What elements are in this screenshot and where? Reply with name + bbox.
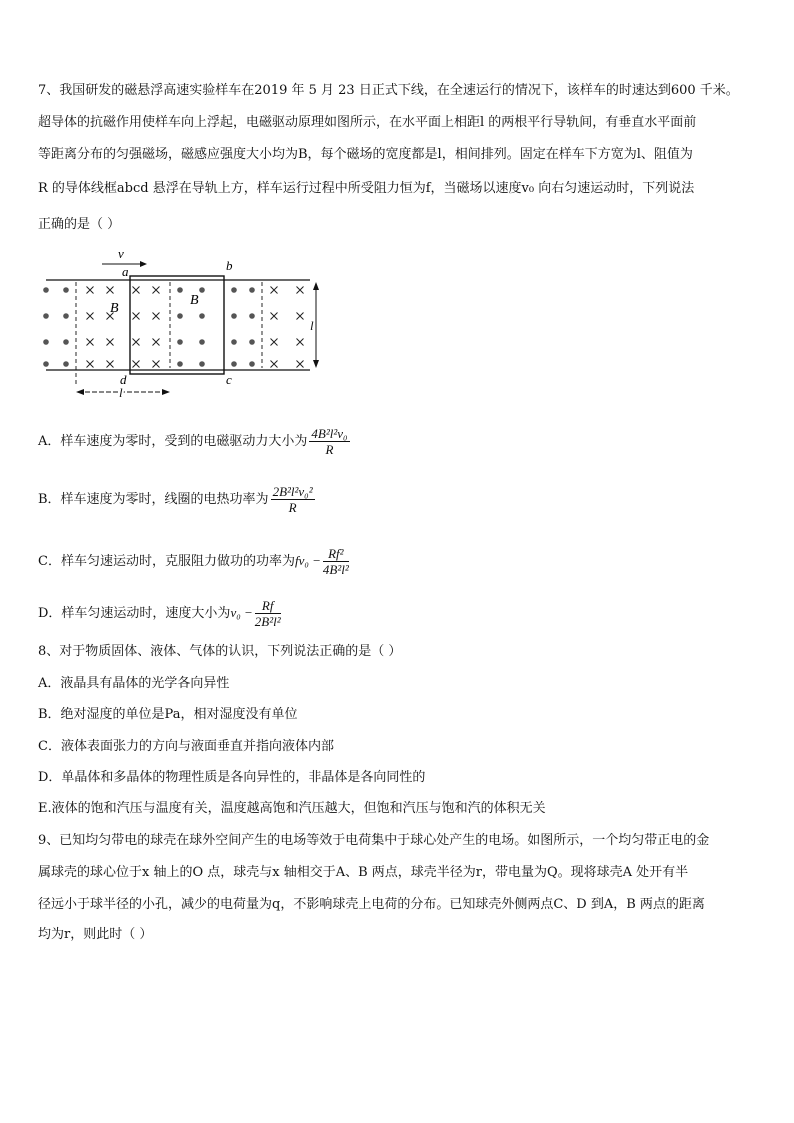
q9-line-2: 属球壳的球心位于x 轴上的O 点，球壳与x 轴相交于A、B 两点，球壳半径为r，带电量为Q。现将球壳A 处开有半 <box>38 865 689 880</box>
coil-frame-abcd <box>130 276 224 374</box>
field-dot-marker <box>231 339 237 345</box>
label-v: v <box>118 246 124 261</box>
q8-option-a: A．液晶具有晶体的光学各向异性 <box>38 676 230 691</box>
velocity-arrowhead <box>140 261 147 267</box>
q8-option-d: D．单晶体和多晶体的物理性质是各向异性的，非晶体是各向同性的 <box>38 770 426 785</box>
q9-line-1: 9、已知均匀带电的球壳在球外空间产生的电场等效于电荷集中于球心处产生的电场。如图所示，一个均匀带正电的金 <box>38 833 710 848</box>
label-c: c <box>226 372 232 387</box>
q7-option-c <box>38 546 351 577</box>
q7-line-5: 正确的是（ ） <box>38 217 121 232</box>
field-dot-marker <box>249 287 255 293</box>
field-cross-marker <box>153 361 160 368</box>
q7-option-b-fraction <box>271 484 315 515</box>
fraction-numerator: 4B²l²v₀ <box>311 426 348 441</box>
q9-line-3: 径远小于球半径的小孔，减少的电荷量为q，不影响球壳上电荷的分布。已知球壳外侧两点C、D 到A，B 两点的距离 <box>38 897 705 912</box>
maglev-diagram <box>38 246 338 406</box>
field-dot-marker <box>231 313 237 319</box>
q7-line-4: R 的导体线框abcd 悬浮在导轨上方，样车运行过程中所受阻力恒为f，当磁场以速度v₀ 向右匀速运动时，下列说法 <box>38 181 695 196</box>
field-cross-marker <box>297 287 304 294</box>
q7-option-a-fraction <box>309 426 349 457</box>
q7-option-c-prefix: fv₀ − <box>294 553 321 568</box>
field-cross-marker <box>153 287 160 294</box>
length-arrow-right <box>162 389 170 395</box>
field-cross-marker <box>133 313 140 320</box>
label-l-bottom: l <box>119 385 123 400</box>
fraction-denominator: 2B²l² <box>254 614 281 629</box>
field-dot-marker <box>63 313 69 319</box>
q9-line-4: 均为r，则此时（ ） <box>38 927 153 942</box>
field-dot-marker <box>199 361 205 367</box>
field-dot-marker <box>199 313 205 319</box>
label-a: a <box>122 264 129 279</box>
field-dot-marker <box>177 339 183 345</box>
field-dot-marker <box>63 287 69 293</box>
fraction-numerator: Rf² <box>323 546 349 562</box>
field-dot-marker <box>43 339 49 345</box>
field-dot-marker <box>177 361 183 367</box>
q7-option-b <box>38 484 317 515</box>
field-dot-marker <box>249 313 255 319</box>
q7-option-d-fraction <box>255 598 281 629</box>
field-dot-marker <box>199 339 205 345</box>
q7-option-a <box>38 426 352 457</box>
field-markers <box>43 287 303 368</box>
field-dot-marker <box>249 361 255 367</box>
label-l-side: l <box>310 318 314 333</box>
field-dot-marker <box>231 361 237 367</box>
q7-option-d <box>38 598 283 629</box>
field-cross-marker <box>153 339 160 346</box>
field-cross-marker <box>271 313 278 320</box>
field-cross-marker <box>297 313 304 320</box>
q7-line-1: 7、我国研发的磁悬浮高速实验样车在2019 年 5 月 23 日正式下线，在全速运行的情况下，该样车的时速达到600 千米。 <box>38 83 739 98</box>
q8-option-e: E.液体的饱和汽压与温度有关，温度越高饱和汽压越大，但饱和汽压与饱和汽的体积无关 <box>38 801 546 816</box>
label-d: d <box>120 372 127 387</box>
field-dot-marker <box>63 339 69 345</box>
field-dot-marker <box>249 339 255 345</box>
question-8-stem: 8、对于物质固体、液体、气体的认识，下列说法正确的是（ ） <box>38 644 402 659</box>
field-cross-marker <box>107 287 114 294</box>
q7-line-2: 超导体的抗磁作用使样车向上浮起，电磁驱动原理如图所示，在水平面上相距l 的两根平行导轨间，有垂直水平面前 <box>38 115 697 130</box>
q7-option-c-text: C．样车匀速运动时，克服阻力做功的功率为 <box>38 554 295 569</box>
q7-option-a-text: A．样车速度为零时，受到的电磁驱动力大小为 <box>38 434 308 449</box>
width-arrow-down <box>313 360 319 368</box>
fraction-numerator: 2B²l²v₀² <box>272 484 313 499</box>
field-dot-marker <box>177 313 183 319</box>
field-cross-marker <box>107 339 114 346</box>
field-dot-marker <box>177 287 183 293</box>
field-dot-marker <box>43 361 49 367</box>
length-arrow-left <box>76 389 84 395</box>
field-dot-marker <box>199 287 205 293</box>
field-cross-marker <box>297 361 304 368</box>
field-cross-marker <box>107 361 114 368</box>
field-dot-marker <box>63 361 69 367</box>
field-dot-marker <box>231 287 237 293</box>
field-cross-marker <box>271 287 278 294</box>
width-arrow-up <box>313 282 319 290</box>
fraction-numerator: Rf <box>255 598 281 614</box>
field-cross-marker <box>87 313 94 320</box>
fraction-denominator: R <box>325 442 334 457</box>
field-cross-marker <box>271 361 278 368</box>
fraction-denominator: 4B²l² <box>322 562 349 577</box>
field-dot-marker <box>43 313 49 319</box>
field-cross-marker <box>297 339 304 346</box>
field-cross-marker <box>133 361 140 368</box>
q8-option-c: C．液体表面张力的方向与液面垂直并指向液体内部 <box>38 739 334 754</box>
field-cross-marker <box>271 339 278 346</box>
q7-option-b-text: B．样车速度为零时，线圈的电热功率为 <box>38 492 269 507</box>
field-dot-marker <box>43 287 49 293</box>
field-cross-marker <box>133 287 140 294</box>
field-cross-marker <box>87 361 94 368</box>
field-cross-marker <box>87 287 94 294</box>
field-cross-marker <box>87 339 94 346</box>
label-b: b <box>226 258 233 273</box>
q7-option-d-text: D．样车匀速运动时，速度大小为 <box>38 606 231 621</box>
fraction-denominator: R <box>288 500 297 515</box>
field-cross-marker <box>153 313 160 320</box>
label-B-right: B <box>190 293 199 308</box>
label-B-left: B <box>110 301 119 316</box>
q7-line-3: 等距离分布的匀强磁场，磁感应强度大小均为B，每个磁场的宽度都是l，相间排列。固定在样车下方宽为l、阻值为 <box>38 147 693 162</box>
q7-option-d-prefix: v₀ − <box>230 605 253 620</box>
q8-option-b: B．绝对湿度的单位是Pa，相对湿度没有单位 <box>38 707 298 722</box>
q7-option-c-fraction <box>323 546 349 577</box>
field-cross-marker <box>133 339 140 346</box>
